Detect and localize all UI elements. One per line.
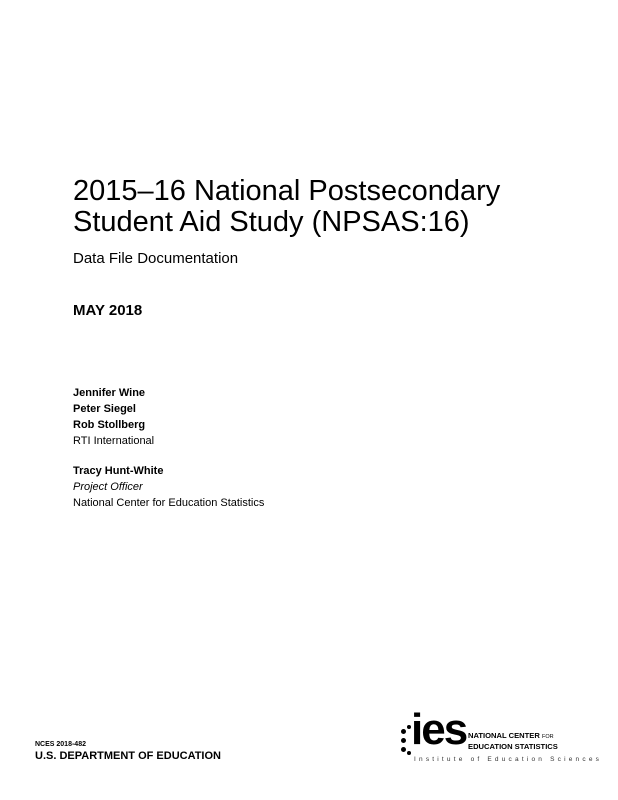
logo-wordmark: ies [411,705,467,754]
logo-center-line-2: EDUCATION STATISTICS [468,742,558,751]
logo-tagline: Institute of Education Sciences [414,756,603,763]
project-officer-block [73,463,264,511]
logo-center-name [468,731,558,751]
document-title [73,176,593,238]
logo-center-line-1: NATIONAL CENTER [468,731,540,740]
project-officer-name: Tracy Hunt-White [73,465,164,477]
department-name: U.S. DEPARTMENT OF EDUCATION [35,750,221,762]
author-block [73,385,154,449]
author-name: Rob Stollberg [73,419,146,431]
publication-date: MAY 2018 [73,302,143,319]
project-officer-organization: National Center for Education Statistics [73,497,265,509]
author-name: Peter Siegel [73,403,136,415]
ies-nces-logo [400,705,603,768]
report-number: NCES 2018-482 [35,741,86,748]
author-name: Jennifer Wine [73,387,146,399]
author-organization: RTI International [73,435,155,447]
document-title-line-1: 2015–16 National Postsecondary [73,175,501,207]
logo-center-line-1-small: FOR [541,734,554,740]
project-officer-role: Project Officer [73,481,143,493]
document-title-line-2: Student Aid Study (NPSAS:16) [73,206,470,238]
document-subtitle: Data File Documentation [73,250,239,267]
